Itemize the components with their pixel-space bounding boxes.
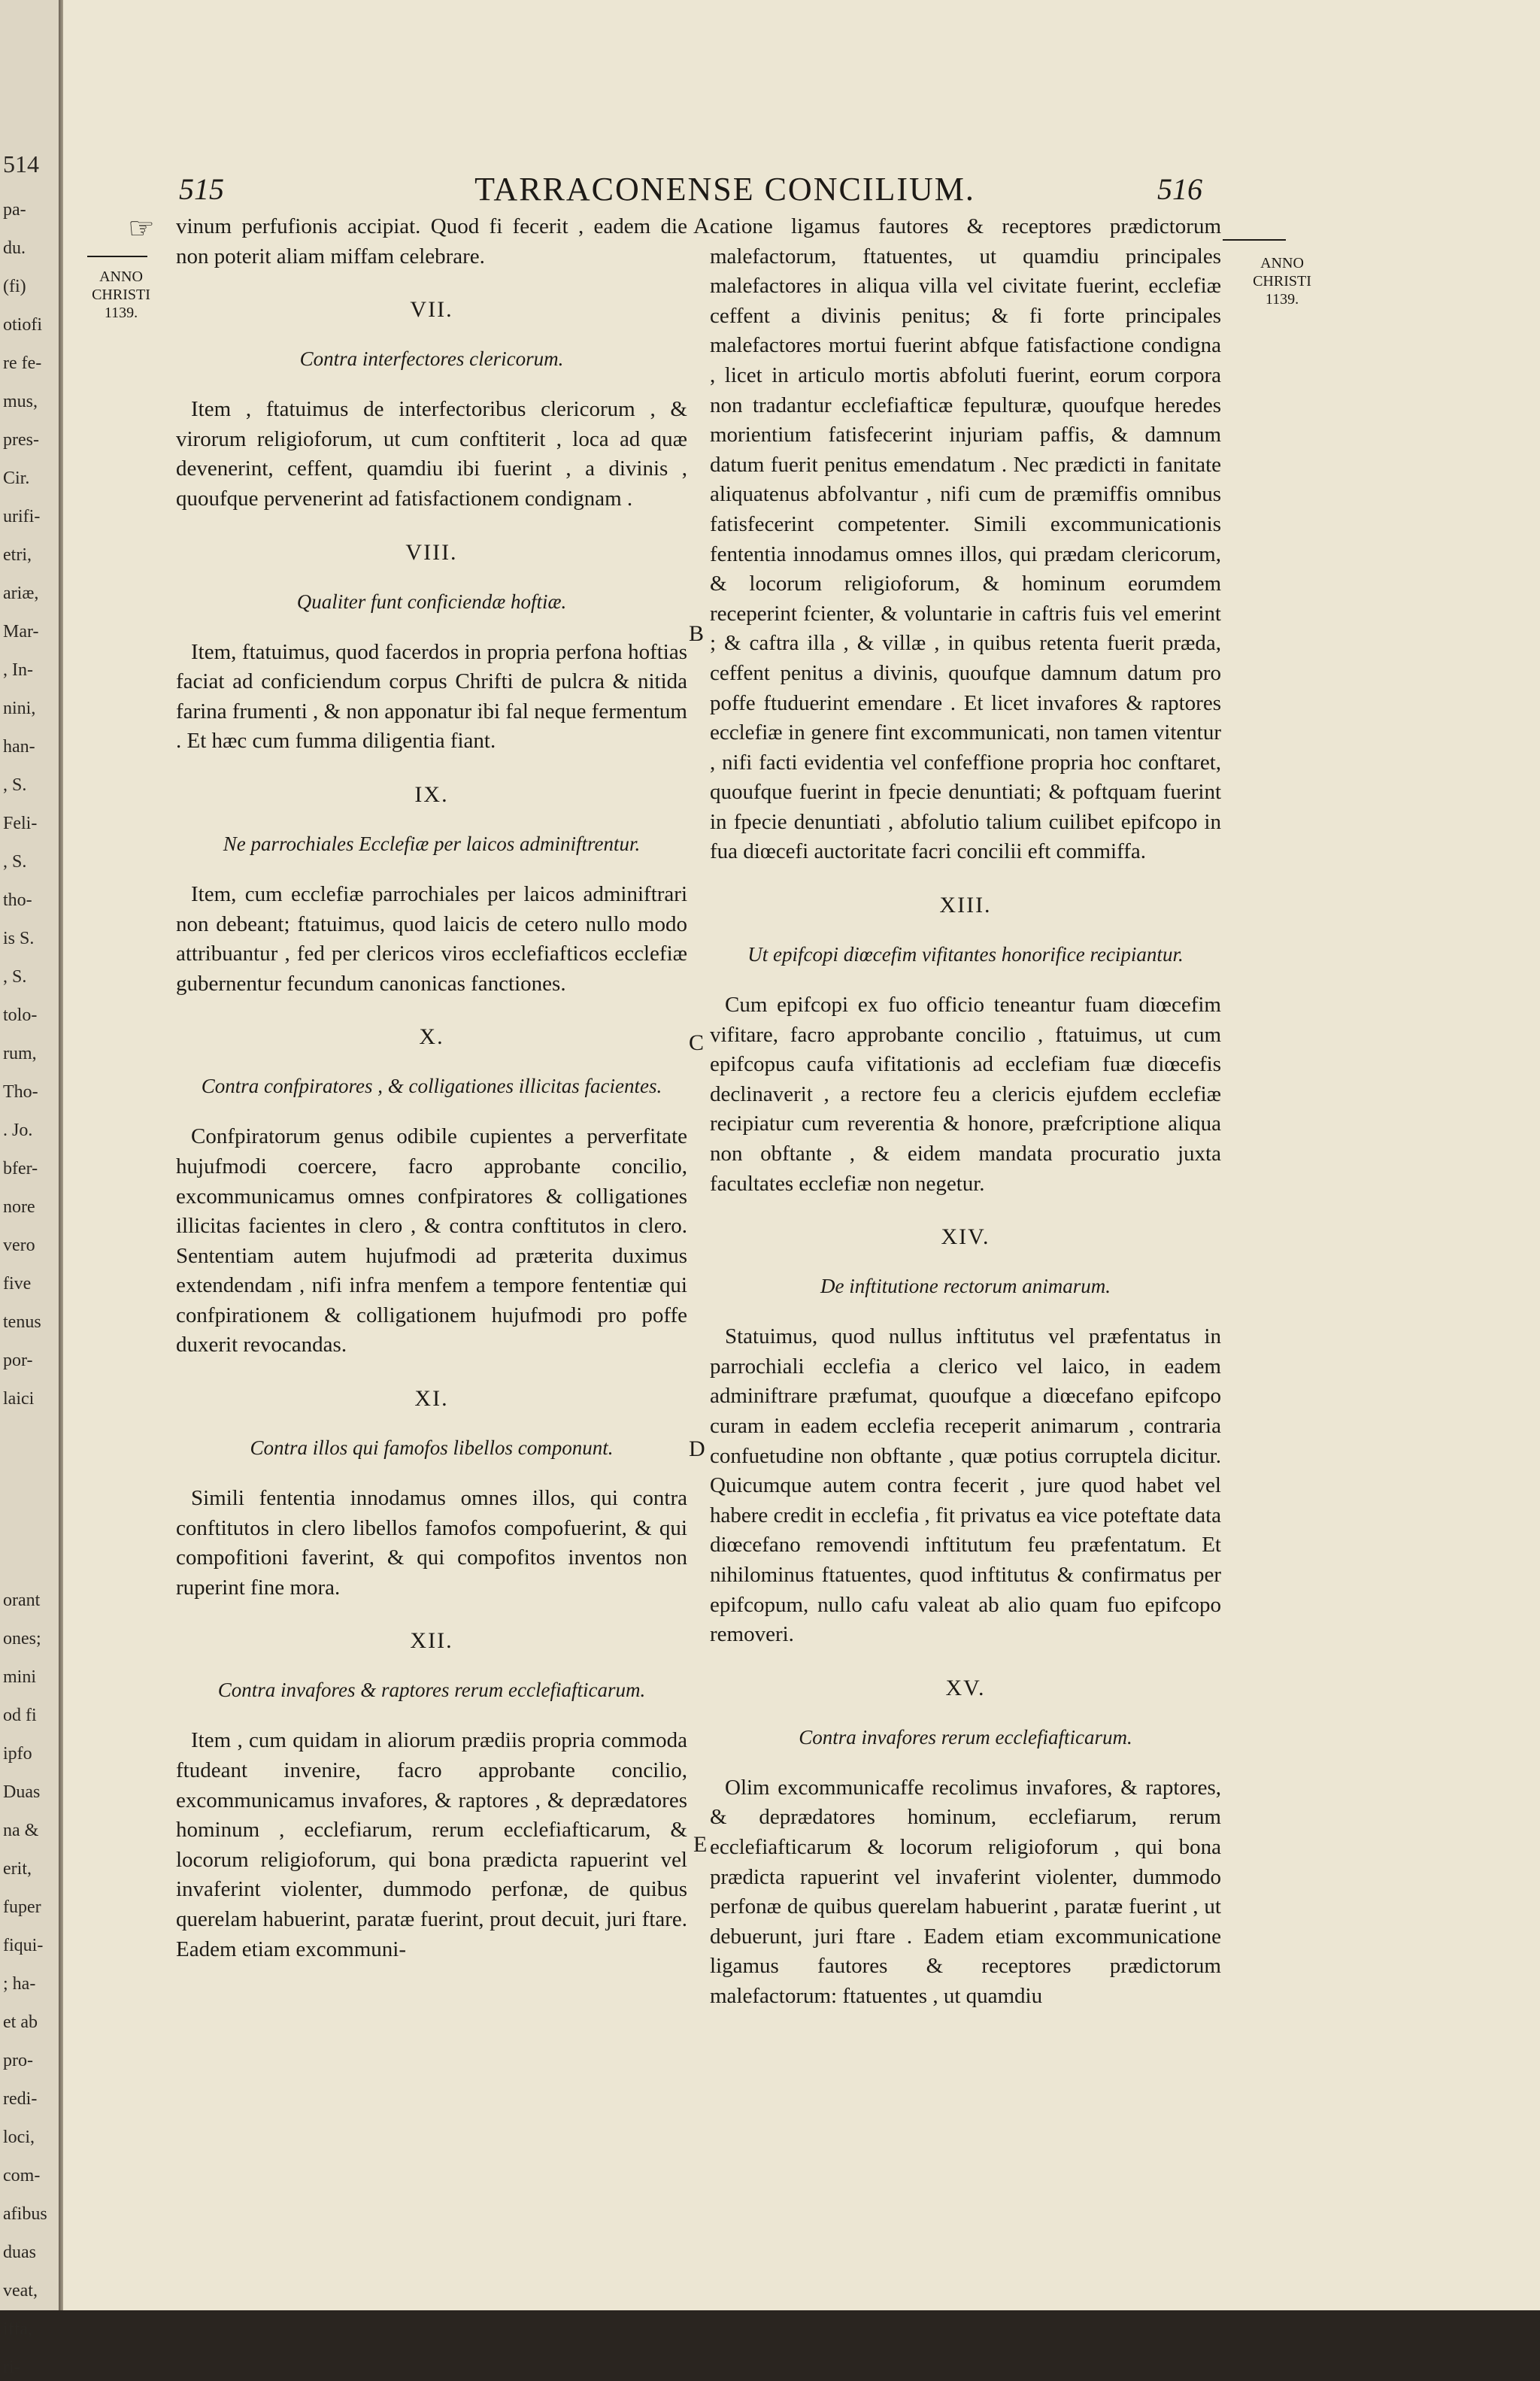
book-page	[63, 0, 1540, 2310]
margin-rule-right	[1223, 239, 1286, 241]
previous-page-fragment: loci,	[3, 2128, 35, 2147]
section-rubric: Ne parrochiales Ecclefiæ per laicos adminiftrentur.	[223, 832, 641, 855]
previous-page-fragment: et ab	[3, 2012, 38, 2032]
previous-page-fragment: 514	[3, 150, 39, 177]
section-rubric: De inftitutione rectorum animarum.	[820, 1275, 1111, 1298]
previous-page-fragment: re fe-	[3, 353, 42, 373]
previous-page-fragment: orant	[3, 1591, 41, 1610]
previous-page-fragment: Cir.	[3, 469, 30, 488]
previous-page-fragment: Duas	[3, 1782, 41, 1802]
section-number: XIII.	[939, 893, 992, 918]
section-text: Cum epifcopi ex fuo officio teneantur fuam diœcefim vifitare, facro approbante concilio , ftatuimus, ut cum epifcopus caufa vifitationis ad ecclefiam fuæ diœcefis declinaverit , a rectore feu a clericis ejufdem ecclefiæ recipiatur cum reverentia & honore, præfcriptione aliqua non obftante , & eidem mandata procuratio juxta facultates ecclefiæ non negetur.	[710, 993, 1221, 1196]
previous-page-fragment: Feli-	[3, 814, 38, 833]
section-rubric: Contra confpiratores , & colligationes illicitas facientes.	[201, 1075, 662, 1098]
previous-page-fragment: od fi	[3, 1706, 37, 1725]
margin-letter-c: C	[689, 1030, 705, 1055]
previous-page-fragment: nini,	[3, 699, 36, 718]
previous-page-fragment: is S.	[3, 929, 35, 948]
margin-rule-left	[87, 256, 147, 257]
previous-page-fragment: laici	[3, 1389, 35, 1409]
previous-page-fragment: mus,	[3, 392, 38, 411]
section-number: XIV.	[941, 1224, 990, 1250]
section-number: XV.	[945, 1675, 986, 1700]
section-text: Statuimus, quod nullus inftitutus vel præfentatus in parrochiali ecclefia a clerico vel laico, in eadem adminiftrare præfumat, quoufque a diœcefano epifcopo curam in eadem ecclefia receperit animarum , contraria confuetudine non obftante , quæ potius corruptela dicitur. Quicumque autem contra fecerit , jure quod habet vel habere credit in ecclefia , fit privatus ea vice poteftate data diœcefano removendi inftitutum feu præfentatum. Et nihilominus ftatuentes, quod inftitutus & confirmatus per epifcopum, nullo cafu valeat ab alio quam fuo epifcopo removeri.	[710, 1324, 1221, 1647]
previous-page-fragment: ipfo	[3, 1744, 32, 1764]
previous-page-fragment: bfer-	[3, 1159, 38, 1178]
previous-page-fragment: tolo-	[3, 1005, 38, 1025]
previous-page-fragment: , In-	[3, 660, 33, 680]
previous-page-fragment: , S.	[3, 967, 27, 987]
margin-letter-e: E	[693, 1832, 708, 1857]
section-text: Olim excommunicaffe recolimus invafores, & raptores, & deprædatores hominum, ecclefiarum, rerum ecclefiafticarum & locorum religioforum , qui bona prædicta rapuerint vel invaferint violenter, dummodo perfonæ de quibus querelam habuerint , paratæ fuerint , ut debuerunt, juri ftare . Eadem etiam excommunicatione ligamus fautores & receptores prædictorum malefactorum: ftatuentes , ut quamdiu	[710, 1775, 1221, 2008]
previous-page-fragment: han-	[3, 737, 35, 757]
previous-page-fragment: veat,	[3, 2281, 38, 2301]
previous-page-fragment: erit,	[3, 1859, 32, 1879]
margin-letter-d: D	[689, 1436, 705, 1461]
section-rubric: Contra illos qui famofos libellos componunt.	[250, 1436, 614, 1460]
previous-page-fragment: urifi-	[3, 507, 41, 526]
section-number: X.	[419, 1024, 444, 1050]
previous-page-fragment: por-	[3, 1351, 33, 1370]
margin-letter-b: B	[689, 621, 705, 646]
section-text: Item , cum quidam in aliorum prædiis propria commoda ftudeant invenire, facro approbante concilio, excommunicamus invafores, & raptores , & deprædatores hominum , ecclefiarum, rerum ecclefiafticarum, & locorum religioforum, qui bona prædicta rapuerint vel invaferint violenter, dummodo perfonæ, de quibus querelam habuerint, paratæ fuerint, prout decuit, juri ftare. Eadem etiam excommuni-	[176, 1728, 687, 1961]
section-rubric: Contra invafores rerum ecclefiafticarum.	[799, 1725, 1132, 1749]
previous-page-fragment: ; ha-	[3, 1974, 36, 1994]
left-column	[176, 212, 687, 1964]
previous-page-fragment: nore	[3, 1197, 35, 1217]
previous-page-fragment: tho-	[3, 890, 32, 910]
previous-page-fragment: . Jo.	[3, 1121, 33, 1140]
section-text: Item , ftatuimus de interfectoribus clericorum , & virorum religioforum, ut cum conftiterit , loca ad quæ devenerint, ceffent, quamdiu ibi fuerint , a divinis , quoufque pervenerint ad fatisfactionem condignam .	[176, 397, 687, 511]
previous-page-fragment: iffa,	[3, 2319, 32, 2339]
section-rubric: Contra invafores & raptores rerum ecclefiafticarum.	[217, 1679, 646, 1702]
previous-page-fragment: otiofi	[3, 315, 42, 335]
previous-page-fragment: com-	[3, 2166, 41, 2185]
previous-page-fragment: tenus	[3, 1312, 41, 1332]
previous-page-fragment: afibus	[3, 2204, 47, 2224]
section-rubric: Qualiter funt conficiendæ hoftiæ.	[296, 590, 567, 613]
right-column	[710, 212, 1221, 2012]
previous-page-fragment: , S.	[3, 852, 27, 872]
section-number: XII.	[410, 1628, 453, 1654]
section-number: IX.	[414, 781, 449, 807]
pointing-hand-icon: ☞	[128, 211, 155, 245]
section-rubric: Contra interfectores clericorum.	[299, 347, 564, 371]
running-title: TARRACONENSE CONCILIUM.	[474, 171, 975, 208]
previous-page-fragment: ri-	[3, 2358, 20, 2377]
margin-date-right: ANNO CHRISTI 1139.	[1253, 255, 1311, 308]
previous-page-edge	[0, 0, 59, 2377]
previous-page-fragment: du.	[3, 238, 26, 258]
previous-page-fragment: , S.	[3, 775, 27, 795]
previous-page-fragment: five	[3, 1274, 32, 1294]
right-page-number: 516	[1157, 172, 1202, 206]
previous-page-fragment: na &	[3, 1821, 39, 1840]
section-text: Confpiratorum genus odibile cupientes a perverfitate hujufmodi coercere, facro approbante concilio, excommunicamus omnes confpiratores & colligationes illicitas facientes in clero , & contra conftitutos in clero. Sententiam autem hujufmodi ad præterita duximus extendendam , nifi infra menfem a tempore fententiæ qui confpirationem & colligationem hujufmodi pro poffe duxerit revocandas.	[176, 1124, 687, 1357]
left-opening-text: vinum perfufionis accipiat. Quod fi fecerit , eadem die non poterit aliam miffam celebrare.	[176, 214, 687, 268]
previous-page-fragment: rum,	[3, 1044, 37, 1063]
previous-page-fragment: redi-	[3, 2089, 38, 2109]
section-text: Item, ftatuimus, quod facerdos in propria perfona hoftias faciat ad conficiendum corpus Chrifti de pulcra & nitida farina frumenti , & non apponatur ibi fal neque fermentum . Et hæc cum fumma diligentia fiant.	[176, 639, 687, 754]
previous-page-fragment: ariæ,	[3, 584, 39, 603]
right-opening-text: catione ligamus fautores & receptores prædictorum malefactorum, ftatuentes, ut quamdiu principales malefactores in aliqua villa vel civitate fuerint, ecclefiæ ceffent a divinis penitus; & fi forte principales malefactores mortui fuerint abfque fatisfactione condigna , licet in articulo mortis abfoluti fuerint, eorum corpora non tradantur ecclefiafticæ fepulturæ, quoufque heredes morientium fatisfecerint injuriam paffis, & damnum datum fuerit penitus emendatum . Nec prædicti in fanitate aliquatenus abfolvantur , nifi cum de præmiffis omnibus fatisfecerint competenter. Simili excommunicationis fententia innodamus omnes illos, qui prædam clericorum, & locorum religioforum, & hominum eorumdem receperint fcienter, & voluntarie in caftris fuis vel emerint ; & caftra illa , & villæ , in quibus retenta fuerit præda, ceffent penitus a divinis, quoufque damnum datum pro poffe ftuduerint emendare . Et licet invafores & raptores ecclefiæ in genere fint excommunicati, non tamen vitentur , nifi facti evidentia vel confeffione propria hoc conftaret, quoufque fuerint in fpecie denuntiati; & poftquam fuerint in fpecie denuntiati , abfolutio talium cuilibet epifcopo in fua diœcefi auctoritate facri concilii eft commiffa.	[710, 214, 1221, 864]
section-number: XI.	[414, 1386, 449, 1412]
previous-page-fragment: pa-	[3, 200, 26, 220]
previous-page-fragment: etri,	[3, 545, 32, 565]
previous-page-fragment: fuper	[3, 1897, 41, 1917]
section-rubric: Ut epifcopi diœcefim vifitantes honorifice recipiantur.	[747, 943, 1184, 966]
previous-page-fragment: pres-	[3, 430, 39, 450]
previous-page-fragment: pro-	[3, 2051, 33, 2070]
margin-letter-a: A	[693, 214, 710, 238]
left-page-number: 515	[179, 172, 224, 206]
section-number: VII.	[410, 297, 453, 323]
margin-date-left: ANNO CHRISTI 1139.	[92, 268, 150, 321]
previous-page-fragment: Mar-	[3, 622, 39, 642]
previous-page-fragment: fiqui-	[3, 1936, 44, 1955]
previous-page-fragment: Tho-	[3, 1082, 38, 1102]
previous-page-fragment: duas	[3, 2243, 36, 2262]
section-number: VIII.	[405, 539, 458, 565]
previous-page-fragment: ones;	[3, 1629, 41, 1649]
previous-page-fragment: vero	[3, 1236, 35, 1255]
previous-page-fragment: mini	[3, 1667, 37, 1687]
previous-page-fragment: (fi)	[3, 277, 26, 296]
section-text: Simili fententia innodamus omnes illos, qui contra conftitutos in clero libellos famofos compofuerint, & qui compofitioni faverint, & qui compofitos inventos non ruperint fine mora.	[176, 1486, 687, 1600]
section-text: Item, cum ecclefiæ parrochiales per laicos adminiftrari non debeant; ftatuimus, quod laicis de cetero nullo modo attribuantur , fed per clericos viros ecclefiafticos ecclefiæ gubernentur fecundum canonicas fanctiones.	[176, 881, 687, 996]
